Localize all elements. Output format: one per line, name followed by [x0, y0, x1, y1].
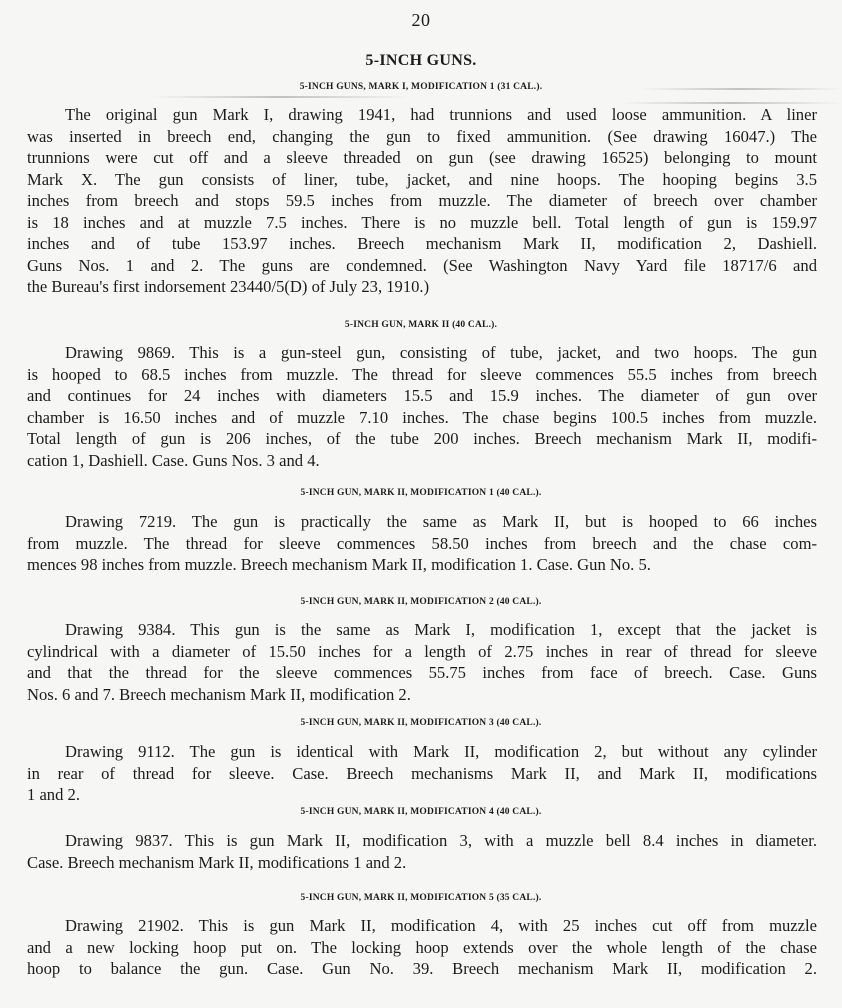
- section-body-mark-2-mod-5: [27, 915, 817, 980]
- text-line: Drawing 7219. The gun is practically the same as Mark II, but is hooped to 66 inches: [65, 512, 817, 531]
- text-line: Drawing 9837. This is gun Mark II, modification 3, with a muzzle bell 8.4 inches in diameter.: [65, 831, 817, 850]
- text-line: Total length of gun is 206 inches, of the tube 200 inches. Breech mechanism Mark II, modifi-: [27, 429, 817, 448]
- text-line: and that the thread for the sleeve commences 55.75 inches from face of breech. Case. Guns: [27, 663, 817, 682]
- text-line: Drawing 9869. This is a gun-steel gun, consisting of tube, jacket, and two hoops. The gun: [65, 343, 817, 362]
- text-line: from muzzle. The thread for sleeve commences 58.50 inches from breech and the chase com-: [27, 533, 817, 553]
- section-heading-mark-2-mod-4: 5-INCH GUN, MARK II, MODIFICATION 4 (40 CAL.).: [300, 807, 542, 817]
- section-heading-mark-2-mod-5: 5-INCH GUN, MARK II, MODIFICATION 5 (35 CAL.).: [300, 893, 542, 903]
- text-line: chamber is 16.50 inches and of muzzle 7.10 inches. The chase begins 100.5 inches from muzzle.: [27, 407, 817, 427]
- section-body-mark-1-mod-1: [27, 104, 817, 298]
- page-number: 20: [411, 10, 431, 30]
- section-body-mark-2-mod-4: [27, 830, 817, 873]
- text-line: cylindrical with a diameter of 15.50 inches for a length of 2.75 inches in rear of thread for sleeve: [27, 641, 817, 661]
- text-line: The original gun Mark I, drawing 1941, had trunnions and used loose ammunition. A liner: [65, 105, 817, 124]
- text-line: was inserted in breech end, changing the gun to fixed ammunition. (See drawing 16047.) The: [27, 126, 817, 146]
- text-line: Drawing 9112. The gun is identical with Mark II, modification 2, but without any cylinder: [65, 742, 817, 761]
- scan-smudge: [150, 96, 410, 98]
- text-line: Drawing 21902. This is gun Mark II, modification 4, with 25 inches cut off from muzzle: [65, 916, 817, 935]
- text-line: inches and of tube 153.97 inches. Breech mechanism Mark II, modification 2, Dashiell.: [27, 234, 817, 253]
- text-line: is hooped to 68.5 inches from muzzle. The thread for sleeve commences 55.5 inches from breech: [27, 364, 817, 384]
- section-body-mark-2-mod-2: [27, 619, 817, 705]
- section-body-mark-2-mod-1: [27, 511, 817, 576]
- text-line: and continues for 24 inches with diameters 15.5 and 15.9 inches. The diameter of gun over: [27, 386, 817, 405]
- text-line: in rear of thread for sleeve. Case. Breech mechanisms Mark II, and Mark II, modifications: [27, 763, 817, 783]
- section-heading-mark-2-mod-3: 5-INCH GUN, MARK II, MODIFICATION 3 (40 CAL.).: [300, 718, 542, 728]
- section-heading-mark-2-mod-1: 5-INCH GUN, MARK II, MODIFICATION 1 (40 CAL.).: [300, 488, 542, 498]
- text-line: cation 1, Dashiell. Case. Guns Nos. 3 and 4.: [27, 450, 320, 470]
- text-line: is 18 inches and at muzzle 7.5 inches. There is no muzzle bell. Total length of gun is 159.97: [27, 212, 817, 232]
- section-heading-mark-1-mod-1: 5-INCH GUNS, MARK I, MODIFICATION 1 (31 CAL.).: [299, 82, 543, 92]
- text-line: Nos. 6 and 7. Breech mechanism Mark II, modification 2.: [27, 684, 411, 704]
- text-line: Guns Nos. 1 and 2. The guns are condemned. (See Washington Navy Yard file 18717/6 and: [27, 255, 817, 275]
- page-title: 5-INCH GUNS.: [365, 52, 477, 69]
- section-body-mark-2-mod-3: [27, 741, 817, 806]
- text-line: Case. Breech mechanism Mark II, modifications 1 and 2.: [27, 852, 407, 872]
- text-line: mences 98 inches from muzzle. Breech mechanism Mark II, modification 1. Case. Gun No. 5.: [27, 555, 651, 574]
- section-body-mark-2: [27, 342, 817, 471]
- section-heading-mark-2: 5-INCH GUN, MARK II (40 CAL.).: [344, 320, 498, 330]
- text-line: the Bureau's first indorsement 23440/5(D) of July 23, 1910.): [27, 277, 430, 296]
- text-line: and a new locking hoop put on. The locking hoop extends over the whole length of the chase: [27, 937, 817, 957]
- text-line: trunnions were cut off and a sleeve threaded on gun (see drawing 16525) belonging to mount: [27, 148, 817, 167]
- text-line: hoop to balance the gun. Case. Gun No. 39. Breech mechanism Mark II, modification 2.: [27, 959, 817, 978]
- text-line: 1 and 2.: [27, 785, 80, 804]
- section-heading-mark-2-mod-2: 5-INCH GUN, MARK II, MODIFICATION 2 (40 CAL.).: [300, 597, 542, 607]
- text-line: Mark X. The gun consists of liner, tube, jacket, and nine hoops. The hooping begins 3.5: [27, 169, 817, 189]
- text-line: inches from breech and stops 59.5 inches from muzzle. The diameter of breech over chamber: [27, 191, 817, 210]
- text-line: Drawing 9384. This gun is the same as Mark I, modification 1, except that the jacket is: [65, 620, 817, 639]
